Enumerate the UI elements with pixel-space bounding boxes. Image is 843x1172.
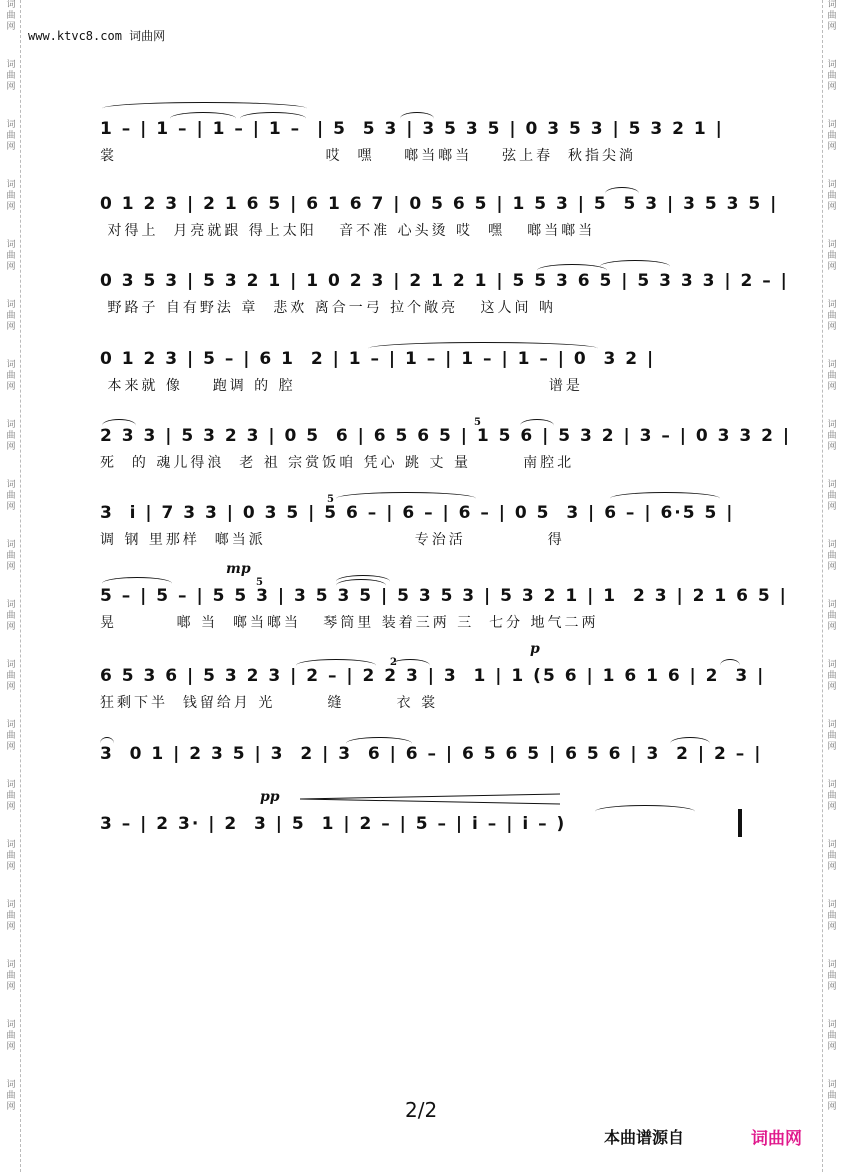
watermark-glyph: 词 — [6, 300, 16, 310]
watermark-glyph: 网 — [6, 142, 16, 152]
watermark-glyph: 词 — [827, 300, 837, 310]
watermark-glyph: 网 — [6, 502, 16, 512]
watermark-glyph: 曲 — [827, 311, 837, 321]
watermark-glyph: 词 — [6, 720, 16, 730]
watermark-glyph: 曲 — [6, 191, 16, 201]
source-label: 本曲谱源自 — [604, 1128, 685, 1147]
watermark-glyph: 曲 — [6, 131, 16, 141]
watermark-glyph: 词 — [827, 600, 837, 610]
watermark-glyph: 网 — [827, 802, 837, 812]
dynamic-mp: mp — [226, 561, 251, 577]
watermark-glyph: 曲 — [827, 791, 837, 801]
watermark-glyph: 词 — [6, 1080, 16, 1090]
lyrics-line: 对得上 月亮就跟 得上太阳 音不准 心头烫 哎 嘿 啷当啷当 — [100, 223, 596, 239]
watermark-glyph: 网 — [827, 682, 837, 692]
watermark-glyph: 曲 — [827, 671, 837, 681]
watermark-glyph: 网 — [827, 262, 837, 272]
watermark-glyph: 曲 — [827, 431, 837, 441]
watermark-glyph: 网 — [827, 322, 837, 332]
watermark-glyph: 曲 — [827, 191, 837, 201]
watermark-glyph: 网 — [6, 622, 16, 632]
notes-line: 0 3 5 3 | 5 3 2 1 | 1 0 2 3 | 2 1 2 1 | 5 5 3 6 5 | 5 3 3 3 | 2 – | — [100, 271, 789, 291]
watermark-glyph: 网 — [827, 82, 837, 92]
watermark-glyph: 词 — [827, 0, 837, 10]
lyrics-line: 野路子 自有野法 章 悲欢 离合一弓 拉个敞亮 这人间 呐 — [100, 300, 556, 316]
watermark-glyph: 词 — [6, 420, 16, 430]
watermark-glyph: 网 — [6, 862, 16, 872]
watermark-glyph: 曲 — [827, 251, 837, 261]
watermark-glyph: 词 — [827, 360, 837, 370]
watermark-glyph: 词 — [827, 1080, 837, 1090]
watermark-glyph: 曲 — [6, 71, 16, 81]
watermark-glyph: 词 — [6, 600, 16, 610]
lyrics-line: 调 钢 里那样 啷当派 专治活 得 — [100, 532, 565, 548]
watermark-glyph: 网 — [827, 142, 837, 152]
watermark-glyph: 网 — [827, 742, 837, 752]
watermark-glyph: 曲 — [6, 851, 16, 861]
watermark-glyph: 词 — [6, 1020, 16, 1030]
watermark-glyph: 曲 — [827, 911, 837, 921]
watermark-glyph: 网 — [827, 982, 837, 992]
watermark-glyph: 曲 — [827, 971, 837, 981]
site-url: www.ktvc8.com — [28, 29, 122, 43]
watermark-glyph: 曲 — [6, 431, 16, 441]
watermark-glyph: 曲 — [827, 371, 837, 381]
watermark-glyph: 网 — [827, 622, 837, 632]
dynamic-p: p — [530, 641, 540, 657]
page-number: 2/2 — [405, 1098, 438, 1122]
watermark-glyph: 曲 — [6, 491, 16, 501]
watermark-glyph: 曲 — [827, 11, 837, 21]
watermark-glyph: 网 — [6, 922, 16, 932]
notes-line: 1 – | 1 – | 1 – | 1 – | 5 5 3 | 3 5 3 5 | 0 3 5 3 | 5 3 2 1 | — [100, 119, 724, 139]
notes-line: 3 i | 7 3 3 | 0 3 5 | 5 6 – | 6 – | 6 – | 0 5 3 | 6 – | 6·5 5 | — [100, 503, 735, 523]
notes-line: 3 0 1 | 2 3 5 | 3 2 | 3 6 | 6 – | 6 5 6 5 | 6 5 6 | 3 2 | 2 – | — [100, 744, 763, 764]
watermark-glyph: 词 — [6, 960, 16, 970]
lyrics-line: 狂剩下半 钱留给月 光 缝 衣 裳 — [100, 695, 439, 711]
watermark-glyph: 网 — [827, 202, 837, 212]
lyrics-line: 死 的 魂儿得浪 老 祖 宗赏饭咱 凭心 跳 丈 量 南腔北 — [100, 455, 575, 471]
watermark-glyph: 网 — [6, 202, 16, 212]
watermark-glyph: 网 — [6, 82, 16, 92]
watermark-glyph: 曲 — [6, 251, 16, 261]
watermark-glyph: 词 — [827, 900, 837, 910]
notes-line: 5 – | 5 – | 5 5 3 | 3 5 3 5 | 5 3 5 3 | 5 3 2 1 | 1 2 3 | 2 1 6 5 | — [100, 586, 788, 606]
watermark-glyph: 曲 — [6, 611, 16, 621]
watermark-glyph: 曲 — [827, 1091, 837, 1101]
watermark-glyph: 词 — [827, 420, 837, 430]
watermark-glyph: 曲 — [6, 791, 16, 801]
watermark-glyph: 网 — [827, 862, 837, 872]
watermark-glyph: 词 — [827, 1020, 837, 1030]
watermark-glyph: 网 — [827, 502, 837, 512]
watermark-glyph: 网 — [6, 262, 16, 272]
watermark-glyph: 词 — [6, 120, 16, 130]
watermark-glyph: 词 — [6, 900, 16, 910]
watermark-glyph: 词 — [827, 240, 837, 250]
watermark-glyph: 网 — [6, 682, 16, 692]
watermark-glyph: 词 — [827, 120, 837, 130]
watermark-glyph: 曲 — [827, 1031, 837, 1041]
watermark-glyph: 词 — [6, 540, 16, 550]
watermark-glyph: 词 — [6, 840, 16, 850]
watermark-glyph: 词 — [827, 60, 837, 70]
watermark-glyph: 网 — [6, 562, 16, 572]
watermark-glyph: 网 — [6, 442, 16, 452]
watermark-glyph: 曲 — [827, 611, 837, 621]
watermark-glyph: 曲 — [6, 911, 16, 921]
watermark-glyph: 曲 — [6, 971, 16, 981]
grace-note: 5 — [327, 494, 334, 505]
site-name: 词曲网 — [129, 29, 166, 43]
grace-note: 5 — [474, 417, 481, 428]
watermark-glyph: 词 — [6, 180, 16, 190]
watermark-glyph: 词 — [6, 240, 16, 250]
watermark-glyph: 网 — [827, 442, 837, 452]
watermark-glyph: 曲 — [6, 371, 16, 381]
watermark-glyph: 词 — [827, 960, 837, 970]
watermark-glyph: 词 — [6, 660, 16, 670]
watermark-glyph: 词 — [827, 540, 837, 550]
watermark-glyph: 网 — [6, 802, 16, 812]
notes-line: 0 1 2 3 | 5 – | 6 1 2 | 1 – | 1 – | 1 – | 1 – | 0 3 2 | — [100, 349, 656, 369]
watermark-glyph: 网 — [6, 22, 16, 32]
watermark-glyph: 曲 — [827, 491, 837, 501]
lyrics-line: 本来就 像 跑调 的 腔 谱是 — [100, 378, 583, 394]
watermark-glyph: 词 — [6, 780, 16, 790]
watermark-glyph: 曲 — [6, 551, 16, 561]
diminuendo-hairpin — [300, 793, 562, 805]
watermark-glyph: 网 — [827, 382, 837, 392]
watermark-glyph: 词 — [6, 360, 16, 370]
site-logo[interactable]: 词曲网 — [751, 1129, 802, 1149]
watermark-glyph: 词 — [6, 480, 16, 490]
watermark-glyph: 曲 — [827, 851, 837, 861]
watermark-glyph: 词 — [827, 840, 837, 850]
watermark-glyph: 曲 — [6, 311, 16, 321]
watermark-glyph: 曲 — [827, 551, 837, 561]
watermark-glyph: 曲 — [827, 731, 837, 741]
notes-line: 6 5 3 6 | 5 3 2 3 | 2 – | 2 2 3 | 3 1 | 1 (5 6 | 1 6 1 6 | 2 3 | — [100, 666, 766, 686]
watermark-glyph: 曲 — [827, 71, 837, 81]
watermark-glyph: 网 — [6, 1102, 16, 1112]
watermark-glyph: 词 — [6, 0, 16, 10]
final-barline — [738, 809, 742, 837]
watermark-glyph: 网 — [827, 562, 837, 572]
watermark-glyph: 曲 — [6, 671, 16, 681]
watermark-glyph: 曲 — [6, 1031, 16, 1041]
watermark-glyph: 网 — [6, 742, 16, 752]
watermark-glyph: 网 — [6, 982, 16, 992]
watermark-glyph: 网 — [827, 922, 837, 932]
watermark-glyph: 曲 — [827, 131, 837, 141]
lyrics-line: 晃 啷 当 啷当啷当 琴筒里 装着三两 三 七分 地气二两 — [100, 615, 599, 631]
watermark-glyph: 词 — [827, 660, 837, 670]
notes-line: 0 1 2 3 | 2 1 6 5 | 6 1 6 7 | 0 5 6 5 | 1 5 3 | 5 5 3 | 3 5 3 5 | — [100, 194, 779, 214]
grace-note: 5 — [256, 577, 263, 588]
dynamic-pp: pp — [260, 789, 280, 805]
watermark-glyph: 网 — [827, 22, 837, 32]
watermark-glyph: 网 — [6, 1042, 16, 1052]
watermark-glyph: 曲 — [6, 731, 16, 741]
notes-line: 2 3 3 | 5 3 2 3 | 0 5 6 | 6 5 6 5 | 1 5 6 | 5 3 2 | 3 – | 0 3 3 2 | — [100, 426, 792, 446]
watermark-glyph: 词 — [827, 180, 837, 190]
lyrics-line: 裳 哎 嘿 啷当啷当 弦上春 秋指尖淌 — [100, 148, 637, 164]
watermark-glyph: 词 — [827, 780, 837, 790]
watermark-glyph: 网 — [827, 1102, 837, 1112]
watermark-glyph: 曲 — [6, 1091, 16, 1101]
watermark-glyph: 词 — [827, 720, 837, 730]
watermark-glyph: 网 — [827, 1042, 837, 1052]
watermark-glyph: 曲 — [6, 11, 16, 21]
watermark-glyph: 词 — [6, 60, 16, 70]
watermark-glyph: 网 — [6, 322, 16, 332]
watermark-glyph: 网 — [6, 382, 16, 392]
notes-line: 3 – | 2 3· | 2 3 | 5 1 | 2 – | 5 – | i – | i – ) — [100, 814, 567, 834]
watermark-glyph: 词 — [827, 480, 837, 490]
grace-note: 2 — [390, 657, 397, 668]
